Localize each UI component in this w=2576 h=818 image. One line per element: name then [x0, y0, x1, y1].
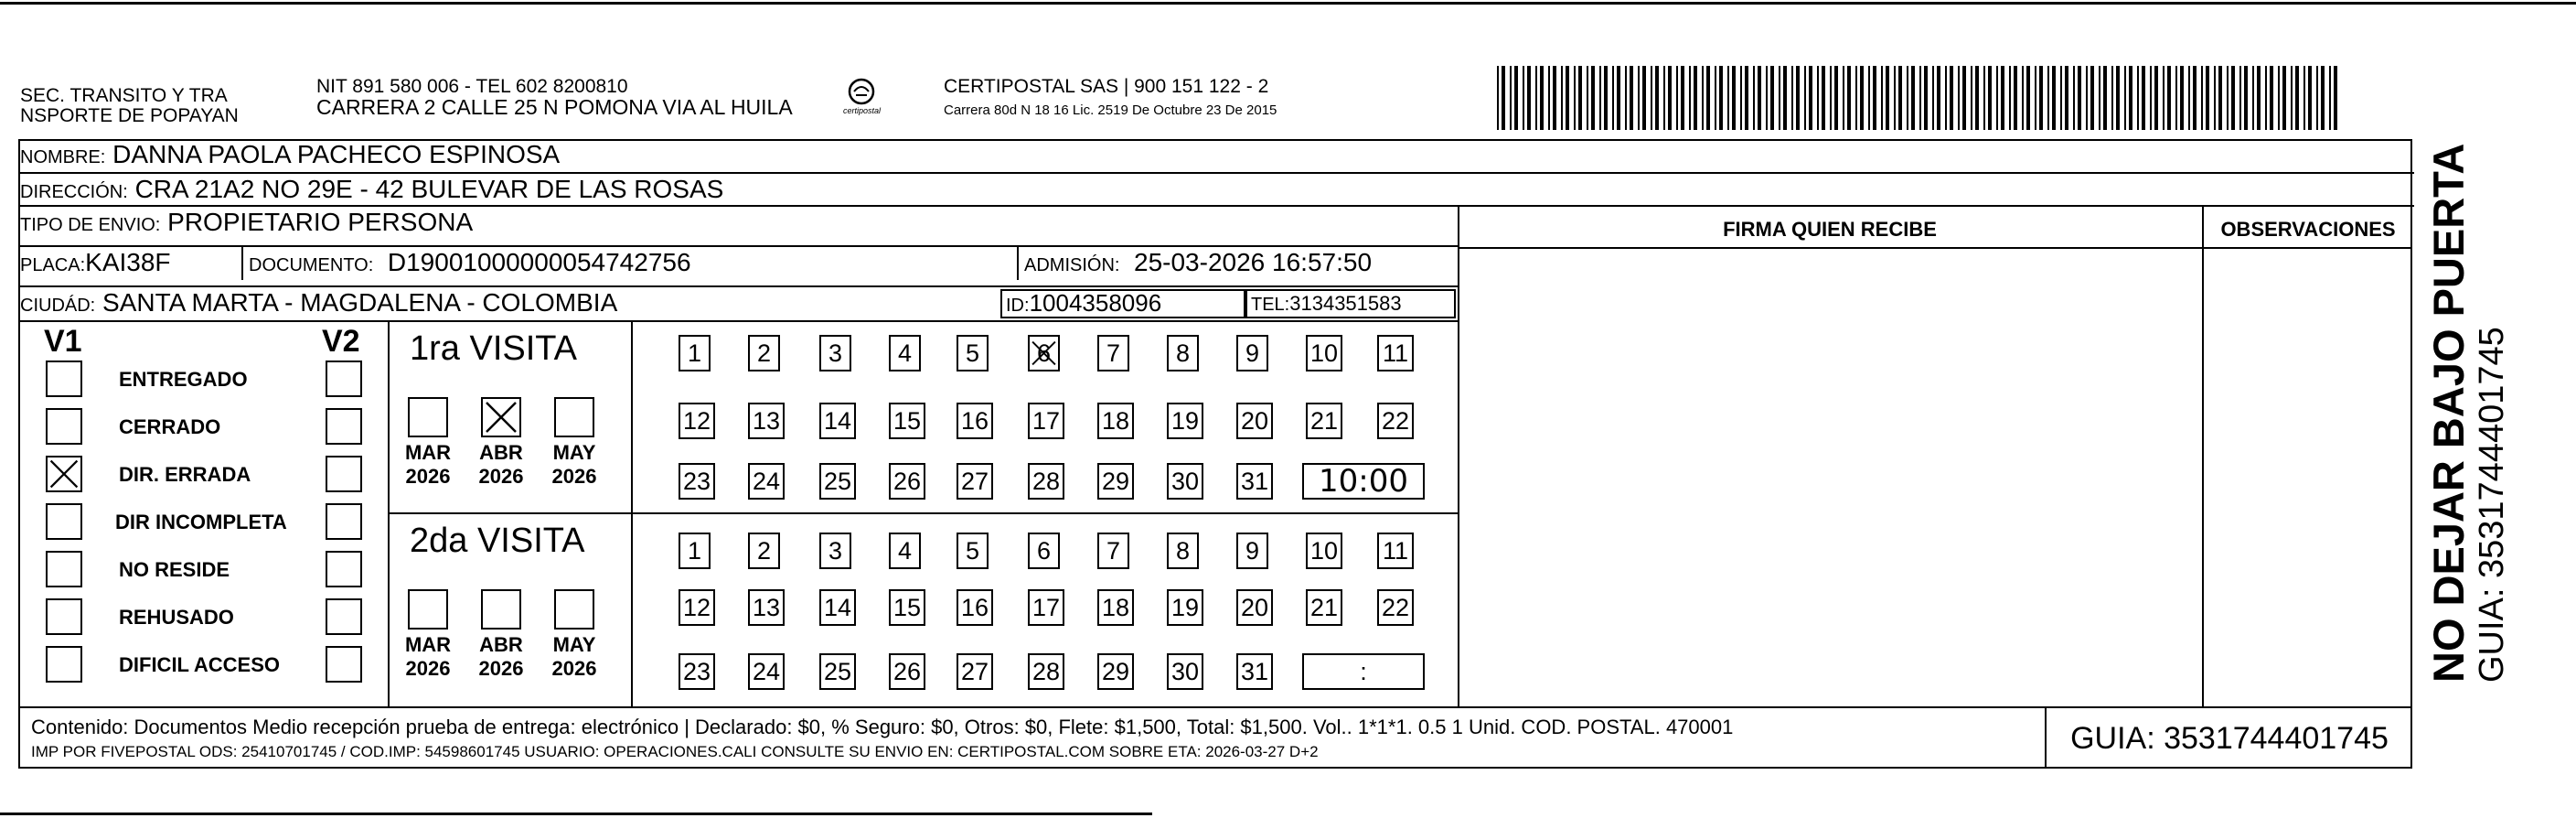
day-box[interactable]: 7: [1097, 533, 1129, 569]
status-v2-checkbox[interactable]: [326, 456, 362, 492]
bottom-edge-line: [0, 813, 1152, 815]
status-v2-checkbox[interactable]: [326, 646, 362, 683]
day-box[interactable]: 1: [679, 533, 711, 569]
month-label: [393, 441, 463, 489]
admision-label: ADMISIÓN:: [1024, 255, 1120, 275]
row-nombre: [20, 139, 2414, 172]
day-box[interactable]: 18: [1097, 403, 1134, 439]
status-v2-checkbox[interactable]: [326, 361, 362, 397]
tel-cell: [1251, 289, 1402, 319]
status-v1-checkbox[interactable]: [46, 598, 82, 635]
day-box[interactable]: 30: [1167, 653, 1203, 690]
time-box[interactable]: 10:00: [1302, 463, 1425, 500]
month-year: 2026: [478, 465, 524, 488]
day-box[interactable]: 26: [889, 463, 925, 500]
guia-box-left: [2045, 708, 2047, 767]
day-box[interactable]: 21: [1306, 589, 1342, 626]
day-box[interactable]: 9: [1236, 533, 1268, 569]
day-box[interactable]: 6: [1028, 533, 1060, 569]
status-v2-checkbox[interactable]: [326, 503, 362, 540]
day-box[interactable]: 2: [748, 533, 780, 569]
status-label: CERRADO: [119, 415, 221, 438]
month-name: ABR: [479, 441, 523, 464]
month-name: MAY: [552, 633, 596, 656]
sender-line-1: SEC. TRANSITO Y TRA: [20, 85, 228, 106]
status-label: DIR. ERRADA: [119, 463, 251, 486]
day-box[interactable]: 24: [748, 463, 785, 500]
status-v1-checkbox[interactable]: [46, 551, 82, 587]
day-box[interactable]: 20: [1236, 403, 1273, 439]
obs-left-line: [2202, 205, 2204, 706]
ciudad-value: SANTA MARTA - MAGDALENA - COLOMBIA: [102, 288, 618, 317]
logo-text: certipostal: [843, 106, 882, 115]
month-name: MAR: [404, 441, 452, 464]
day-box[interactable]: 4: [889, 335, 921, 371]
month-name: MAR: [404, 633, 452, 656]
status-label: REHUSADO: [119, 606, 234, 629]
row-direccion: [20, 172, 2414, 205]
footer-line-2: IMP POR FIVEPOSTAL ODS: 25410701745 / COD.IMP: 54598601745 USUARIO: OPERACIONES.CALI CONSULTE SU ENVIO EN: CERTIPOSTAL.COM SOBRE ETA: 2026-03-27 D+2: [31, 743, 1319, 760]
day-box[interactable]: 26: [889, 653, 925, 690]
day-box[interactable]: 4: [889, 533, 921, 569]
nombre-label: NOMBRE:: [20, 147, 106, 167]
visit-divider: [388, 512, 1458, 514]
day-box[interactable]: 28: [1028, 463, 1064, 500]
month-right-line-1: [631, 320, 633, 706]
day-box[interactable]: 11: [1377, 533, 1414, 569]
id-cell: [1006, 287, 1161, 321]
documento-value: D19001000000054742756: [387, 248, 691, 276]
tel-value: 3134351583: [1289, 292, 1402, 315]
row-line-grid: [20, 320, 1458, 322]
day-box[interactable]: 22: [1377, 403, 1414, 439]
courier-line-2: Carrera 80d N 18 16 Lic. 2519 De Octubre 23 De 2015: [944, 102, 1277, 118]
month-checkbox[interactable]: [481, 397, 521, 437]
firma-left-line: [1458, 205, 1459, 706]
placa-label: PLACA:: [20, 255, 86, 275]
day-box[interactable]: 21: [1306, 403, 1342, 439]
day-box[interactable]: 12: [679, 403, 715, 439]
day-box[interactable]: 17: [1028, 403, 1064, 439]
day-box[interactable]: 31: [1236, 463, 1273, 500]
courier-line-1: CERTIPOSTAL SAS | 900 151 122 - 2: [944, 76, 1269, 97]
day-box[interactable]: 27: [957, 463, 993, 500]
nit-line-1: NIT 891 580 006 - TEL 602 8200810: [316, 76, 628, 97]
guia-box: GUIA: 3531744401745: [2070, 721, 2389, 756]
day-box[interactable]: 22: [1377, 589, 1414, 626]
day-box[interactable]: 25: [819, 463, 856, 500]
day-box[interactable]: 31: [1236, 653, 1273, 690]
first-visit-title: 1ra VISITA: [410, 329, 578, 368]
day-box[interactable]: 11: [1377, 335, 1414, 371]
status-v1-checkbox[interactable]: [46, 646, 82, 683]
day-box[interactable]: 27: [957, 653, 993, 690]
day-box[interactable]: 19: [1167, 589, 1203, 626]
status-v2-checkbox[interactable]: [326, 551, 362, 587]
side-line-2: GUIA: 3531744401745: [2473, 327, 2511, 683]
month-checkbox[interactable]: [408, 589, 448, 630]
status-v2-checkbox[interactable]: [326, 598, 362, 635]
day-box[interactable]: 8: [1167, 335, 1199, 371]
certipostal-logo: [834, 75, 898, 121]
tipo-value: PROPIETARIO PERSONA: [167, 208, 474, 236]
footer-line: [20, 706, 2412, 708]
documento-label: DOCUMENTO:: [249, 255, 374, 275]
day-box[interactable]: 13: [748, 403, 785, 439]
day-box[interactable]: 18: [1097, 589, 1134, 626]
status-label: DIFICIL ACCESO: [119, 653, 281, 676]
ciudad-label: CIUDÁD:: [20, 296, 96, 316]
day-box[interactable]: 23: [679, 463, 715, 500]
month-label: [466, 441, 536, 489]
day-box[interactable]: 15: [889, 403, 925, 439]
col-header-line: [1458, 247, 2412, 249]
id-label: ID:: [1006, 296, 1030, 316]
day-box[interactable]: 19: [1167, 403, 1203, 439]
day-box[interactable]: 7: [1097, 335, 1129, 371]
day-box[interactable]: 30: [1167, 463, 1203, 500]
sender-line-2: NSPORTE DE POPAYAN: [20, 105, 239, 126]
status-v1-checkbox[interactable]: [46, 456, 82, 492]
status-label: ENTREGADO: [119, 368, 248, 391]
day-box[interactable]: 16: [957, 403, 993, 439]
top-edge-line: [0, 2, 2576, 5]
month-name: ABR: [479, 633, 523, 656]
day-box[interactable]: 2: [748, 335, 780, 371]
month-checkbox[interactable]: [554, 589, 594, 630]
placa-value: KAI38F: [85, 248, 171, 276]
tel-label: TEL:: [1251, 295, 1290, 315]
day-box[interactable]: 17: [1028, 589, 1064, 626]
day-box[interactable]: 29: [1097, 653, 1134, 690]
documento-cell: [249, 247, 691, 281]
day-box[interactable]: 12: [679, 589, 715, 626]
barcode: [1497, 66, 2343, 130]
courier-block: [944, 77, 1277, 121]
status-v1-checkbox[interactable]: [46, 408, 82, 445]
v2-label: V2: [322, 324, 360, 359]
status-label: DIR INCOMPLETA: [115, 511, 287, 533]
day-box[interactable]: 10: [1306, 533, 1342, 569]
day-check-mark: [1030, 337, 1058, 370]
side-text: [2424, 143, 2535, 683]
direccion-value: CRA 21A2 NO 29E - 42 BULEVAR DE LAS ROSAS: [134, 175, 724, 203]
month-checkbox[interactable]: [481, 589, 521, 630]
day-box[interactable]: 20: [1236, 589, 1273, 626]
day-box[interactable]: 9: [1236, 335, 1268, 371]
nombre-value: DANNA PAOLA PACHECO ESPINOSA: [112, 140, 561, 168]
placa-divider: [241, 247, 243, 280]
status-v2-checkbox[interactable]: [326, 408, 362, 445]
nit-block: [316, 77, 793, 117]
admision-divider: [1017, 247, 1019, 280]
day-box[interactable]: 29: [1097, 463, 1134, 500]
tipo-label: TIPO DE ENVIO:: [20, 215, 161, 235]
side-line-1: NO DEJAR BAJO PUERTA: [2424, 143, 2473, 683]
day-box[interactable]: 8: [1167, 533, 1199, 569]
direccion-label: DIRECCIÓN:: [20, 182, 128, 202]
status-v1-checkbox[interactable]: [46, 361, 82, 397]
month-year: 2026: [405, 657, 451, 680]
day-box[interactable]: 10: [1306, 335, 1342, 371]
month-label: [466, 633, 536, 681]
day-box[interactable]: 28: [1028, 653, 1064, 690]
status-label: NO RESIDE: [119, 558, 230, 581]
day-box[interactable]: 3: [819, 335, 851, 371]
v1-label: V1: [44, 324, 82, 359]
month-checkbox[interactable]: [554, 397, 594, 437]
day-box[interactable]: 6: [1028, 335, 1060, 371]
id-value: 1004358096: [1029, 289, 1162, 317]
month-label: [540, 633, 609, 681]
admision-cell: [1024, 247, 1372, 281]
day-box[interactable]: 3: [819, 533, 851, 569]
day-box[interactable]: 5: [957, 335, 989, 371]
month-year: 2026: [405, 465, 451, 488]
firma-header: FIRMA QUIEN RECIBE: [1723, 218, 1937, 241]
day-box[interactable]: 25: [819, 653, 856, 690]
day-box[interactable]: 15: [889, 589, 925, 626]
day-box[interactable]: 16: [957, 589, 993, 626]
month-label: [540, 441, 609, 489]
month-label: [393, 633, 463, 681]
month-name: MAY: [552, 441, 596, 464]
nit-line-2: CARRERA 2 CALLE 25 N POMONA VIA AL HUILA: [316, 95, 793, 119]
day-box[interactable]: 5: [957, 533, 989, 569]
time-box[interactable]: :: [1302, 653, 1425, 690]
day-box[interactable]: 24: [748, 653, 785, 690]
observaciones-header: OBSERVACIONES: [2220, 218, 2396, 241]
day-box[interactable]: 13: [748, 589, 785, 626]
month-year: 2026: [478, 657, 524, 680]
month-year: 2026: [551, 657, 597, 680]
sender-block: [20, 86, 239, 126]
day-box[interactable]: 14: [819, 589, 856, 626]
status-v1-checkbox[interactable]: [46, 503, 82, 540]
month-year: 2026: [551, 465, 597, 488]
footer-line-1: Contenido: Documentos Medio recepción prueba de entrega: electrónico | Declarado: $0, % Seguro: $0, Otros: $0, Flete: $1,500, Total: $1,500. Vol.. 1*1*1. 0.5 1 Unid. COD. POSTAL. 470001: [31, 716, 1734, 738]
second-visit-title: 2da VISITA: [410, 522, 585, 560]
day-box[interactable]: 23: [679, 653, 715, 690]
day-box[interactable]: 1: [679, 335, 711, 371]
day-box[interactable]: 14: [819, 403, 856, 439]
admision-value: 25-03-2026 16:57:50: [1134, 248, 1373, 276]
month-checkbox[interactable]: [408, 397, 448, 437]
